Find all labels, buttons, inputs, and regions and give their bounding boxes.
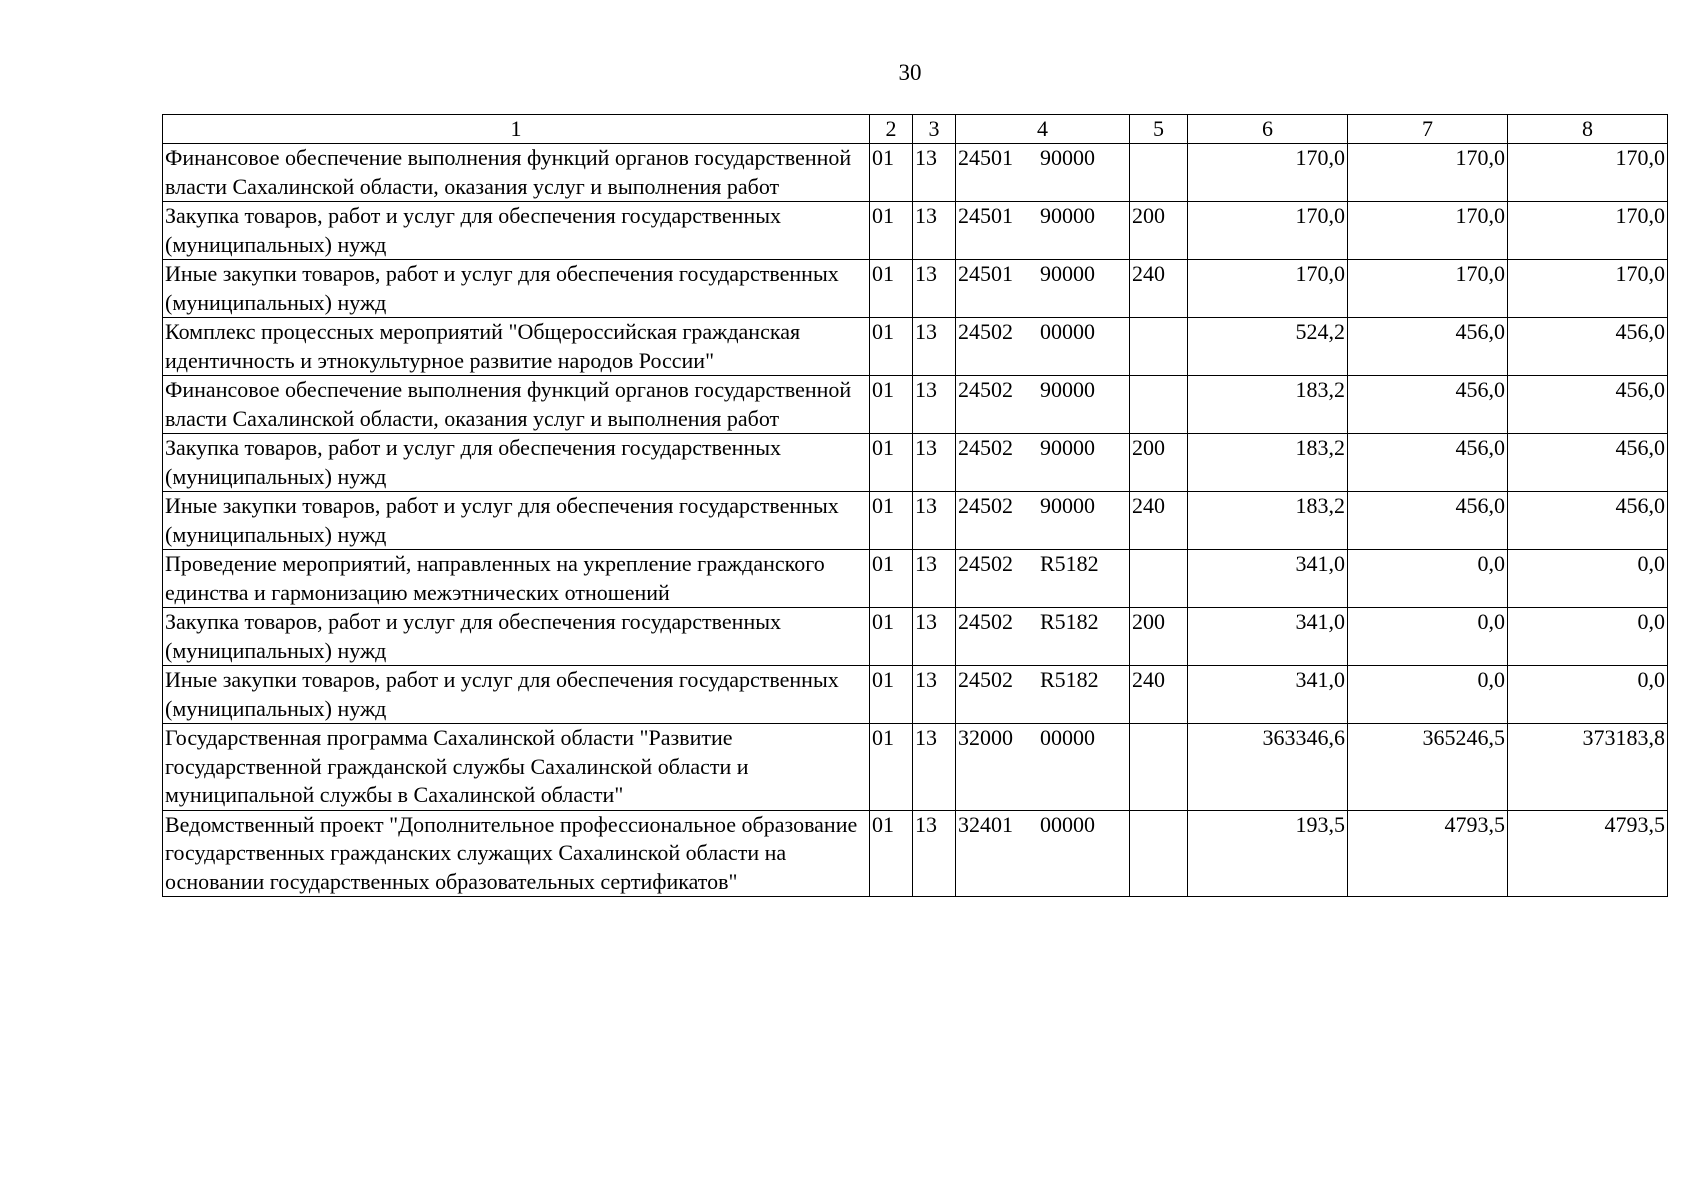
target-article-code (956, 550, 1130, 608)
section-code: 01 (870, 260, 913, 318)
target-article-direction: 00000 (1040, 319, 1095, 344)
amount-col-8: 0,0 (1508, 550, 1668, 608)
target-article-direction: 90000 (1040, 145, 1095, 170)
section-code: 01 (870, 318, 913, 376)
table-row (163, 666, 1668, 724)
table-row (163, 144, 1668, 202)
expense-type-code (1130, 724, 1188, 811)
subsection-code: 13 (913, 318, 956, 376)
target-article-program: 24501 (958, 145, 1013, 170)
subsection-code: 13 (913, 260, 956, 318)
row-name: Финансовое обеспечение выполнения функций органов государственной власти Сахалинской области, оказания услуг и выполнения работ (163, 376, 870, 434)
target-article-code (956, 202, 1130, 260)
table-row (163, 492, 1668, 550)
subsection-code: 13 (913, 550, 956, 608)
subsection-code: 13 (913, 724, 956, 811)
section-code: 01 (870, 434, 913, 492)
target-article-code (956, 724, 1130, 811)
expense-type-code (1130, 810, 1188, 897)
section-code: 01 (870, 144, 913, 202)
section-code: 01 (870, 608, 913, 666)
expense-type-code: 240 (1130, 260, 1188, 318)
amount-col-6: 183,2 (1188, 376, 1348, 434)
target-article-program: 24502 (958, 667, 1013, 692)
target-article-code (956, 608, 1130, 666)
amount-col-8: 456,0 (1508, 376, 1668, 434)
expense-type-code: 240 (1130, 666, 1188, 724)
amount-col-7: 0,0 (1348, 550, 1508, 608)
subsection-code: 13 (913, 376, 956, 434)
amount-col-8: 170,0 (1508, 202, 1668, 260)
column-header: 8 (1508, 115, 1668, 144)
target-article-code (956, 144, 1130, 202)
column-header: 4 (956, 115, 1130, 144)
expense-type-code: 200 (1130, 202, 1188, 260)
row-name: Иные закупки товаров, работ и услуг для обеспечения государственных (муниципальных) нужд (163, 492, 870, 550)
amount-col-7: 4793,5 (1348, 810, 1508, 897)
row-name: Проведение мероприятий, направленных на укрепление гражданского единства и гармонизацию межэтнических отношений (163, 550, 870, 608)
column-header: 5 (1130, 115, 1188, 144)
amount-col-6: 341,0 (1188, 550, 1348, 608)
target-article-direction: R5182 (1040, 609, 1099, 634)
amount-col-8: 456,0 (1508, 318, 1668, 376)
amount-col-8: 0,0 (1508, 608, 1668, 666)
row-name: Закупка товаров, работ и услуг для обеспечения государственных (муниципальных) нужд (163, 202, 870, 260)
amount-col-7: 365246,5 (1348, 724, 1508, 811)
amount-col-6: 341,0 (1188, 666, 1348, 724)
subsection-code: 13 (913, 202, 956, 260)
amount-col-8: 456,0 (1508, 434, 1668, 492)
target-article-program: 24502 (958, 435, 1013, 460)
column-header: 3 (913, 115, 956, 144)
subsection-code: 13 (913, 666, 956, 724)
amount-col-8: 0,0 (1508, 666, 1668, 724)
section-code: 01 (870, 724, 913, 811)
row-name: Ведомственный проект "Дополнительное профессиональное образование государственных гражданских служащих Сахалинской области на основании государственных образовательных сертификатов" (163, 810, 870, 897)
expense-type-code: 200 (1130, 434, 1188, 492)
page-number: 30 (898, 60, 922, 85)
amount-col-8: 170,0 (1508, 260, 1668, 318)
amount-col-6: 183,2 (1188, 434, 1348, 492)
target-article-program: 24502 (958, 377, 1013, 402)
section-code: 01 (870, 666, 913, 724)
table-row (163, 724, 1668, 811)
target-article-direction: 00000 (1040, 725, 1095, 750)
target-article-direction: 90000 (1040, 435, 1095, 460)
amount-col-6: 183,2 (1188, 492, 1348, 550)
table-row (163, 260, 1668, 318)
column-header: 6 (1188, 115, 1348, 144)
target-article-program: 32401 (958, 811, 1013, 837)
section-code: 01 (870, 202, 913, 260)
expense-type-code: 200 (1130, 608, 1188, 666)
column-header: 7 (1348, 115, 1508, 144)
target-article-direction: R5182 (1040, 551, 1099, 576)
expense-type-code: 240 (1130, 492, 1188, 550)
target-article-program: 24502 (958, 319, 1013, 344)
amount-col-7: 456,0 (1348, 376, 1508, 434)
budget-table-body (163, 144, 1668, 897)
row-name: Комплекс процессных мероприятий "Общероссийская гражданская идентичность и этнокультурное развитие народов России" (163, 318, 870, 376)
amount-col-8: 4793,5 (1508, 810, 1668, 897)
section-code: 01 (870, 810, 913, 897)
target-article-direction: R5182 (1040, 667, 1099, 692)
target-article-program: 24501 (958, 203, 1013, 228)
target-article-code (956, 492, 1130, 550)
table-row (163, 810, 1668, 897)
target-article-code (956, 376, 1130, 434)
target-article-program: 24502 (958, 609, 1013, 634)
amount-col-6: 170,0 (1188, 260, 1348, 318)
row-name: Иные закупки товаров, работ и услуг для обеспечения государственных (муниципальных) нужд (163, 666, 870, 724)
header-row (163, 115, 1668, 144)
table-row (163, 550, 1668, 608)
amount-col-7: 0,0 (1348, 666, 1508, 724)
expense-type-code (1130, 376, 1188, 434)
row-name: Закупка товаров, работ и услуг для обеспечения государственных (муниципальных) нужд (163, 434, 870, 492)
subsection-code: 13 (913, 608, 956, 666)
target-article-direction: 90000 (1040, 261, 1095, 286)
section-code: 01 (870, 492, 913, 550)
subsection-code: 13 (913, 434, 956, 492)
amount-col-7: 170,0 (1348, 144, 1508, 202)
target-article-direction: 90000 (1040, 203, 1095, 228)
column-header: 1 (163, 115, 870, 144)
row-name: Иные закупки товаров, работ и услуг для обеспечения государственных (муниципальных) нужд (163, 260, 870, 318)
target-article-program: 24501 (958, 261, 1013, 286)
amount-col-7: 170,0 (1348, 260, 1508, 318)
row-name: Государственная программа Сахалинской области "Развитие государственной гражданской службы Сахалинской области и муниципальной службы в Сахалинской области" (163, 724, 870, 811)
target-article-code (956, 810, 1130, 897)
budget-table (162, 114, 1668, 897)
expense-type-code (1130, 318, 1188, 376)
amount-col-7: 456,0 (1348, 492, 1508, 550)
row-name: Финансовое обеспечение выполнения функций органов государственной власти Сахалинской области, оказания услуг и выполнения работ (163, 144, 870, 202)
amount-col-6: 170,0 (1188, 144, 1348, 202)
table-row (163, 608, 1668, 666)
section-code: 01 (870, 376, 913, 434)
amount-col-8: 373183,8 (1508, 724, 1668, 811)
target-article-direction: 00000 (1040, 811, 1095, 837)
amount-col-6: 170,0 (1188, 202, 1348, 260)
amount-col-7: 456,0 (1348, 318, 1508, 376)
target-article-program: 24502 (958, 551, 1013, 576)
table-row (163, 318, 1668, 376)
amount-col-8: 170,0 (1508, 144, 1668, 202)
amount-col-8: 456,0 (1508, 492, 1668, 550)
subsection-code: 13 (913, 492, 956, 550)
amount-col-6: 363346,6 (1188, 724, 1348, 811)
table-row (163, 202, 1668, 260)
subsection-code: 13 (913, 144, 956, 202)
expense-type-code (1130, 144, 1188, 202)
target-article-direction: 90000 (1040, 493, 1095, 518)
section-code: 01 (870, 550, 913, 608)
table-row (163, 376, 1668, 434)
target-article-direction: 90000 (1040, 377, 1095, 402)
amount-col-6: 341,0 (1188, 608, 1348, 666)
column-header: 2 (870, 115, 913, 144)
amount-col-6: 524,2 (1188, 318, 1348, 376)
expense-type-code (1130, 550, 1188, 608)
target-article-code (956, 666, 1130, 724)
table-row (163, 434, 1668, 492)
subsection-code: 13 (913, 810, 956, 897)
target-article-code (956, 318, 1130, 376)
amount-col-6: 193,5 (1188, 810, 1348, 897)
amount-col-7: 170,0 (1348, 202, 1508, 260)
target-article-code (956, 434, 1130, 492)
target-article-code (956, 260, 1130, 318)
row-name: Закупка товаров, работ и услуг для обеспечения государственных (муниципальных) нужд (163, 608, 870, 666)
amount-col-7: 0,0 (1348, 608, 1508, 666)
target-article-program: 24502 (958, 493, 1013, 518)
target-article-program: 32000 (958, 725, 1013, 750)
amount-col-7: 456,0 (1348, 434, 1508, 492)
